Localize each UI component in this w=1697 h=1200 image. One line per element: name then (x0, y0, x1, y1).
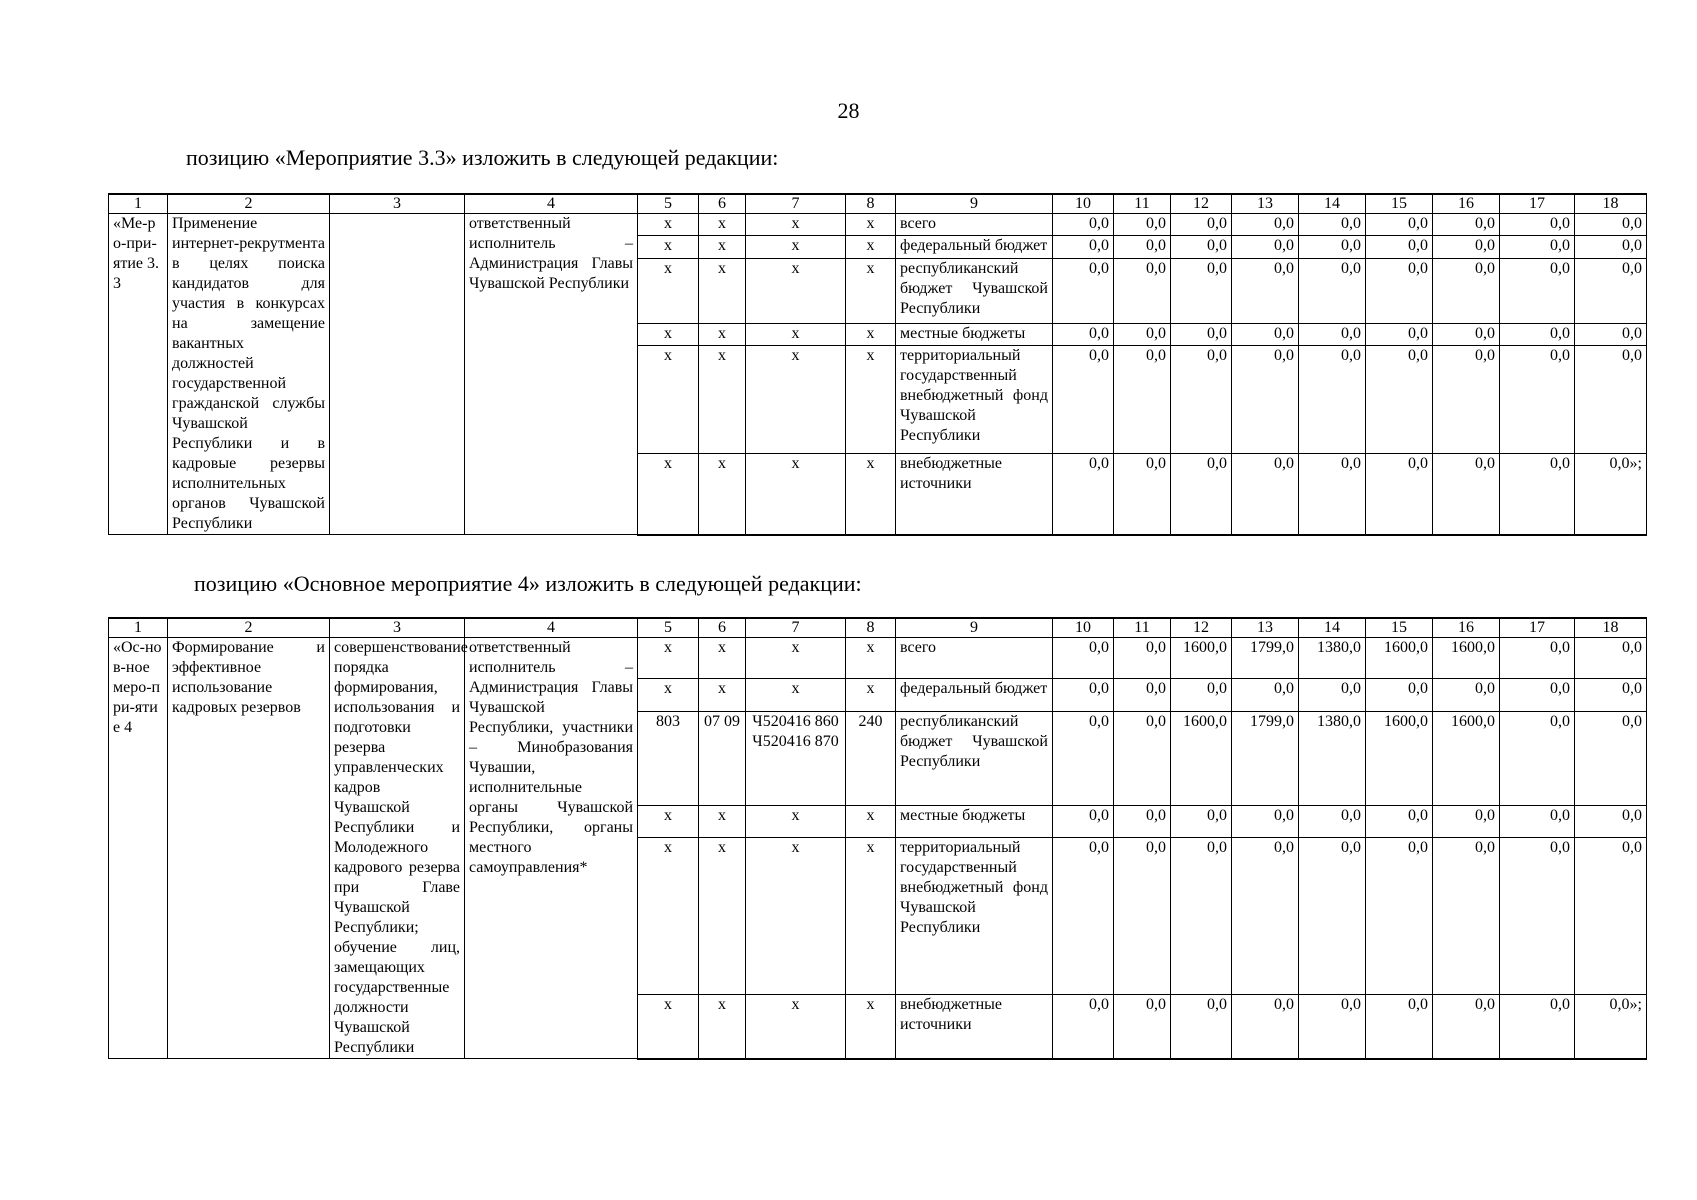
value-cell: 0,0 (1171, 453, 1232, 535)
value-cell: 0,0 (1433, 679, 1500, 712)
code-cell: x (699, 323, 746, 345)
funding-source: всего (896, 638, 1053, 679)
value-cell: 0,0 (1575, 236, 1647, 258)
col-number: 2 (168, 194, 330, 214)
value-cell: 0,0 (1232, 258, 1299, 323)
value-cell: 1600,0 (1171, 711, 1232, 805)
col-number: 10 (1053, 618, 1114, 638)
code-cell: x (846, 994, 896, 1058)
value-cell: 0,0 (1053, 711, 1114, 805)
code-cell: x (699, 345, 746, 453)
value-cell: 0,0 (1232, 345, 1299, 453)
col-number: 4 (465, 194, 638, 214)
value-cell: 0,0 (1053, 994, 1114, 1058)
value-cell: 0,0 (1053, 679, 1114, 712)
code-cell: x (638, 638, 699, 679)
col-number: 5 (638, 618, 699, 638)
table-row (109, 638, 1647, 679)
code-cell: x (846, 453, 896, 535)
value-cell: 0,0 (1114, 838, 1171, 994)
col-number: 2 (168, 618, 330, 638)
value-cell: 0,0 (1433, 236, 1500, 258)
value-cell: 0,0 (1575, 805, 1647, 838)
value-cell: 0,0 (1232, 453, 1299, 535)
col-number: 9 (896, 194, 1053, 214)
value-cell: 0,0 (1171, 323, 1232, 345)
value-cell: 0,0 (1053, 638, 1114, 679)
code-cell: x (746, 214, 846, 236)
section1-heading: позицию «Мероприятие 3.3» изложить в следующей редакции: (186, 145, 779, 170)
funding-source: республиканский бюджет Чувашской Республики (896, 258, 1053, 323)
code-cell: x (746, 345, 846, 453)
col-number: 1 (109, 618, 168, 638)
value-cell: 0,0 (1171, 838, 1232, 994)
code-cell: x (638, 214, 699, 236)
value-cell: 0,0 (1114, 994, 1171, 1058)
col-number: 4 (465, 618, 638, 638)
value-cell: 0,0 (1366, 236, 1433, 258)
value-cell: 0,0 (1232, 323, 1299, 345)
code-cell: x (846, 838, 896, 994)
value-cell: 0,0 (1575, 323, 1647, 345)
funding-source: внебюджетные источники (896, 994, 1053, 1058)
value-cell: 0,0 (1232, 994, 1299, 1058)
activity-executor: ответственный исполнитель – Администрация Главы Чувашской Республики (465, 214, 638, 535)
code-cell: x (638, 323, 699, 345)
value-cell: 0,0 (1114, 236, 1171, 258)
col-number: 6 (699, 194, 746, 214)
value-cell: 0,0 (1299, 838, 1366, 994)
col-number: 11 (1114, 194, 1171, 214)
value-cell: 0,0 (1500, 638, 1575, 679)
section1-table (108, 193, 1647, 536)
value-cell: 0,0 (1500, 679, 1575, 712)
value-cell: 1600,0 (1366, 711, 1433, 805)
value-cell: 0,0 (1366, 805, 1433, 838)
col-number: 13 (1232, 618, 1299, 638)
col-number: 12 (1171, 194, 1232, 214)
col-number: 7 (746, 194, 846, 214)
col-number: 14 (1299, 194, 1366, 214)
col-number: 13 (1232, 194, 1299, 214)
value-cell: 0,0 (1366, 453, 1433, 535)
col-number: 1 (109, 194, 168, 214)
value-cell: 0,0 (1575, 345, 1647, 453)
value-cell: 0,0 (1575, 679, 1647, 712)
col-number: 3 (330, 618, 465, 638)
activity-description (330, 214, 465, 535)
col-number: 16 (1433, 194, 1500, 214)
value-cell: 0,0 (1232, 805, 1299, 838)
value-cell: 0,0 (1053, 214, 1114, 236)
value-cell: 0,0 (1114, 711, 1171, 805)
code-cell: x (746, 805, 846, 838)
value-cell: 0,0 (1114, 453, 1171, 535)
code-cell: x (746, 258, 846, 323)
funding-source: федеральный бюджет (896, 236, 1053, 258)
value-cell: 0,0 (1171, 214, 1232, 236)
value-cell: 0,0 (1232, 236, 1299, 258)
value-cell: 0,0 (1433, 805, 1500, 838)
value-cell: 1799,0 (1232, 638, 1299, 679)
value-cell: 0,0 (1299, 258, 1366, 323)
value-cell: 1380,0 (1299, 638, 1366, 679)
funding-source: республиканский бюджет Чувашской Республики (896, 711, 1053, 805)
value-cell: 0,0 (1171, 236, 1232, 258)
value-cell: 0,0 (1299, 345, 1366, 453)
value-cell: 0,0 (1053, 805, 1114, 838)
code-cell: x (638, 236, 699, 258)
value-cell: 0,0 (1299, 323, 1366, 345)
value-cell: 0,0 (1299, 805, 1366, 838)
code-cell: x (699, 453, 746, 535)
code-cell: x (846, 638, 896, 679)
activity-number: «Ме-ро-при-ятие 3.3 (109, 214, 168, 535)
value-cell: 0,0 (1299, 453, 1366, 535)
code-cell: Ч520416 860 Ч520416 870 (746, 711, 846, 805)
code-cell: x (846, 236, 896, 258)
col-number: 17 (1500, 194, 1575, 214)
value-cell: 0,0 (1299, 994, 1366, 1058)
value-cell: 0,0 (1366, 214, 1433, 236)
col-number: 10 (1053, 194, 1114, 214)
code-cell: x (699, 236, 746, 258)
code-cell: x (746, 838, 846, 994)
value-cell: 0,0 (1114, 214, 1171, 236)
value-cell: 0,0 (1433, 214, 1500, 236)
col-number: 11 (1114, 618, 1171, 638)
code-cell: x (846, 258, 896, 323)
value-cell: 1600,0 (1433, 711, 1500, 805)
value-cell: 1380,0 (1299, 711, 1366, 805)
col-number: 8 (846, 194, 896, 214)
col-number: 7 (746, 618, 846, 638)
value-cell: 0,0 (1299, 236, 1366, 258)
value-cell: 0,0 (1171, 345, 1232, 453)
value-cell: 0,0 (1500, 453, 1575, 535)
value-cell: 0,0 (1299, 679, 1366, 712)
value-cell: 0,0 (1366, 345, 1433, 453)
value-cell: 0,0 (1500, 214, 1575, 236)
value-cell: 0,0 (1053, 453, 1114, 535)
col-number: 18 (1575, 194, 1647, 214)
value-cell: 0,0»; (1575, 453, 1647, 535)
value-cell: 0,0 (1232, 838, 1299, 994)
activity-description: совершенствование порядка формирования, использования и подготовки резерва управленческих кадров Чувашской Республики и Молодежного кадрового резерва при Главе Чувашской Республики; обучение лиц, замещающих государственные должности Чувашской Республики (330, 638, 465, 1059)
value-cell: 0,0 (1575, 214, 1647, 236)
code-cell: x (638, 679, 699, 712)
code-cell: x (746, 323, 846, 345)
value-cell: 0,0 (1575, 711, 1647, 805)
value-cell: 0,0 (1171, 258, 1232, 323)
value-cell: 0,0 (1114, 323, 1171, 345)
col-number: 12 (1171, 618, 1232, 638)
code-cell: 07 09 (699, 711, 746, 805)
value-cell: 0,0 (1433, 258, 1500, 323)
column-numbers-row (109, 618, 1647, 638)
code-cell: x (699, 994, 746, 1058)
col-number: 9 (896, 618, 1053, 638)
value-cell: 1600,0 (1171, 638, 1232, 679)
value-cell: 0,0 (1366, 258, 1433, 323)
value-cell: 0,0»; (1575, 994, 1647, 1058)
code-cell: x (699, 838, 746, 994)
code-cell: x (846, 214, 896, 236)
value-cell: 0,0 (1053, 323, 1114, 345)
code-cell: x (699, 679, 746, 712)
code-cell: x (746, 679, 846, 712)
code-cell: x (746, 994, 846, 1058)
code-cell: x (746, 453, 846, 535)
value-cell: 0,0 (1171, 805, 1232, 838)
value-cell: 0,0 (1575, 258, 1647, 323)
value-cell: 1799,0 (1232, 711, 1299, 805)
value-cell: 0,0 (1500, 805, 1575, 838)
column-numbers-row (109, 194, 1647, 214)
value-cell: 0,0 (1053, 838, 1114, 994)
code-cell: x (699, 258, 746, 323)
value-cell: 0,0 (1114, 258, 1171, 323)
code-cell: x (638, 345, 699, 453)
col-number: 8 (846, 618, 896, 638)
value-cell: 0,0 (1433, 323, 1500, 345)
code-cell: x (699, 638, 746, 679)
value-cell: 0,0 (1500, 345, 1575, 453)
table-row (109, 214, 1647, 236)
funding-source: территориальный государственный внебюджетный фонд Чувашской Республики (896, 345, 1053, 453)
code-cell: x (846, 805, 896, 838)
funding-source: местные бюджеты (896, 323, 1053, 345)
value-cell: 0,0 (1366, 323, 1433, 345)
value-cell: 0,0 (1500, 838, 1575, 994)
value-cell: 0,0 (1232, 679, 1299, 712)
value-cell: 0,0 (1114, 638, 1171, 679)
page-number: 28 (837, 98, 860, 123)
code-cell: x (746, 236, 846, 258)
activity-number: «Ос-нов-ное меро-при-ятие 4 (109, 638, 168, 1059)
value-cell: 0,0 (1171, 994, 1232, 1058)
col-number: 14 (1299, 618, 1366, 638)
funding-source: внебюджетные источники (896, 453, 1053, 535)
col-number: 18 (1575, 618, 1647, 638)
value-cell: 1600,0 (1433, 638, 1500, 679)
value-cell: 0,0 (1171, 679, 1232, 712)
code-cell: x (638, 258, 699, 323)
activity-executor: ответственный исполнитель – Администрация Главы Чувашской Республики, участники – Минобразования Чувашии, исполнительные органы Чувашской Республики, органы местного самоуправления* (465, 638, 638, 1059)
funding-source: всего (896, 214, 1053, 236)
value-cell: 0,0 (1366, 679, 1433, 712)
value-cell: 0,0 (1114, 679, 1171, 712)
code-cell: x (638, 838, 699, 994)
col-number: 15 (1366, 618, 1433, 638)
value-cell: 0,0 (1500, 711, 1575, 805)
value-cell: 0,0 (1433, 838, 1500, 994)
col-number: 15 (1366, 194, 1433, 214)
value-cell: 0,0 (1366, 838, 1433, 994)
code-cell: x (699, 805, 746, 838)
value-cell: 0,0 (1114, 805, 1171, 838)
value-cell: 0,0 (1053, 258, 1114, 323)
value-cell: 0,0 (1500, 994, 1575, 1058)
value-cell: 0,0 (1433, 994, 1500, 1058)
funding-source: территориальный государственный внебюджетный фонд Чувашской Республики (896, 838, 1053, 994)
value-cell: 0,0 (1575, 838, 1647, 994)
value-cell: 0,0 (1433, 345, 1500, 453)
value-cell: 0,0 (1500, 323, 1575, 345)
col-number: 17 (1500, 618, 1575, 638)
code-cell: x (846, 345, 896, 453)
code-cell: x (638, 453, 699, 535)
code-cell: x (846, 323, 896, 345)
value-cell: 0,0 (1053, 236, 1114, 258)
col-number: 6 (699, 618, 746, 638)
col-number: 5 (638, 194, 699, 214)
value-cell: 0,0 (1433, 453, 1500, 535)
funding-source: федеральный бюджет (896, 679, 1053, 712)
activity-title: Формирование и эффективное использование кадровых резервов (168, 638, 330, 1059)
value-cell: 0,0 (1053, 345, 1114, 453)
value-cell: 0,0 (1366, 994, 1433, 1058)
value-cell: 0,0 (1500, 236, 1575, 258)
code-cell: x (638, 805, 699, 838)
value-cell: 0,0 (1500, 258, 1575, 323)
activity-title: Применение интернет-рекрутмента в целях поиска кандидатов для участия в конкурсах на замещение вакантных должностей государственной гражданской службы Чувашской Республики и в кадровые резервы исполнительных органов Чувашской Республики (168, 214, 330, 535)
code-cell: x (638, 994, 699, 1058)
value-cell: 0,0 (1575, 638, 1647, 679)
code-cell: x (846, 679, 896, 712)
code-cell: 803 (638, 711, 699, 805)
col-number: 3 (330, 194, 465, 214)
value-cell: 0,0 (1114, 345, 1171, 453)
code-cell: x (699, 214, 746, 236)
value-cell: 1600,0 (1366, 638, 1433, 679)
value-cell: 0,0 (1232, 214, 1299, 236)
code-cell: 240 (846, 711, 896, 805)
section2-heading: позицию «Основное мероприятие 4» изложить в следующей редакции: (194, 571, 862, 596)
col-number: 16 (1433, 618, 1500, 638)
code-cell: x (746, 638, 846, 679)
value-cell: 0,0 (1299, 214, 1366, 236)
section2-table (108, 617, 1647, 1060)
funding-source: местные бюджеты (896, 805, 1053, 838)
